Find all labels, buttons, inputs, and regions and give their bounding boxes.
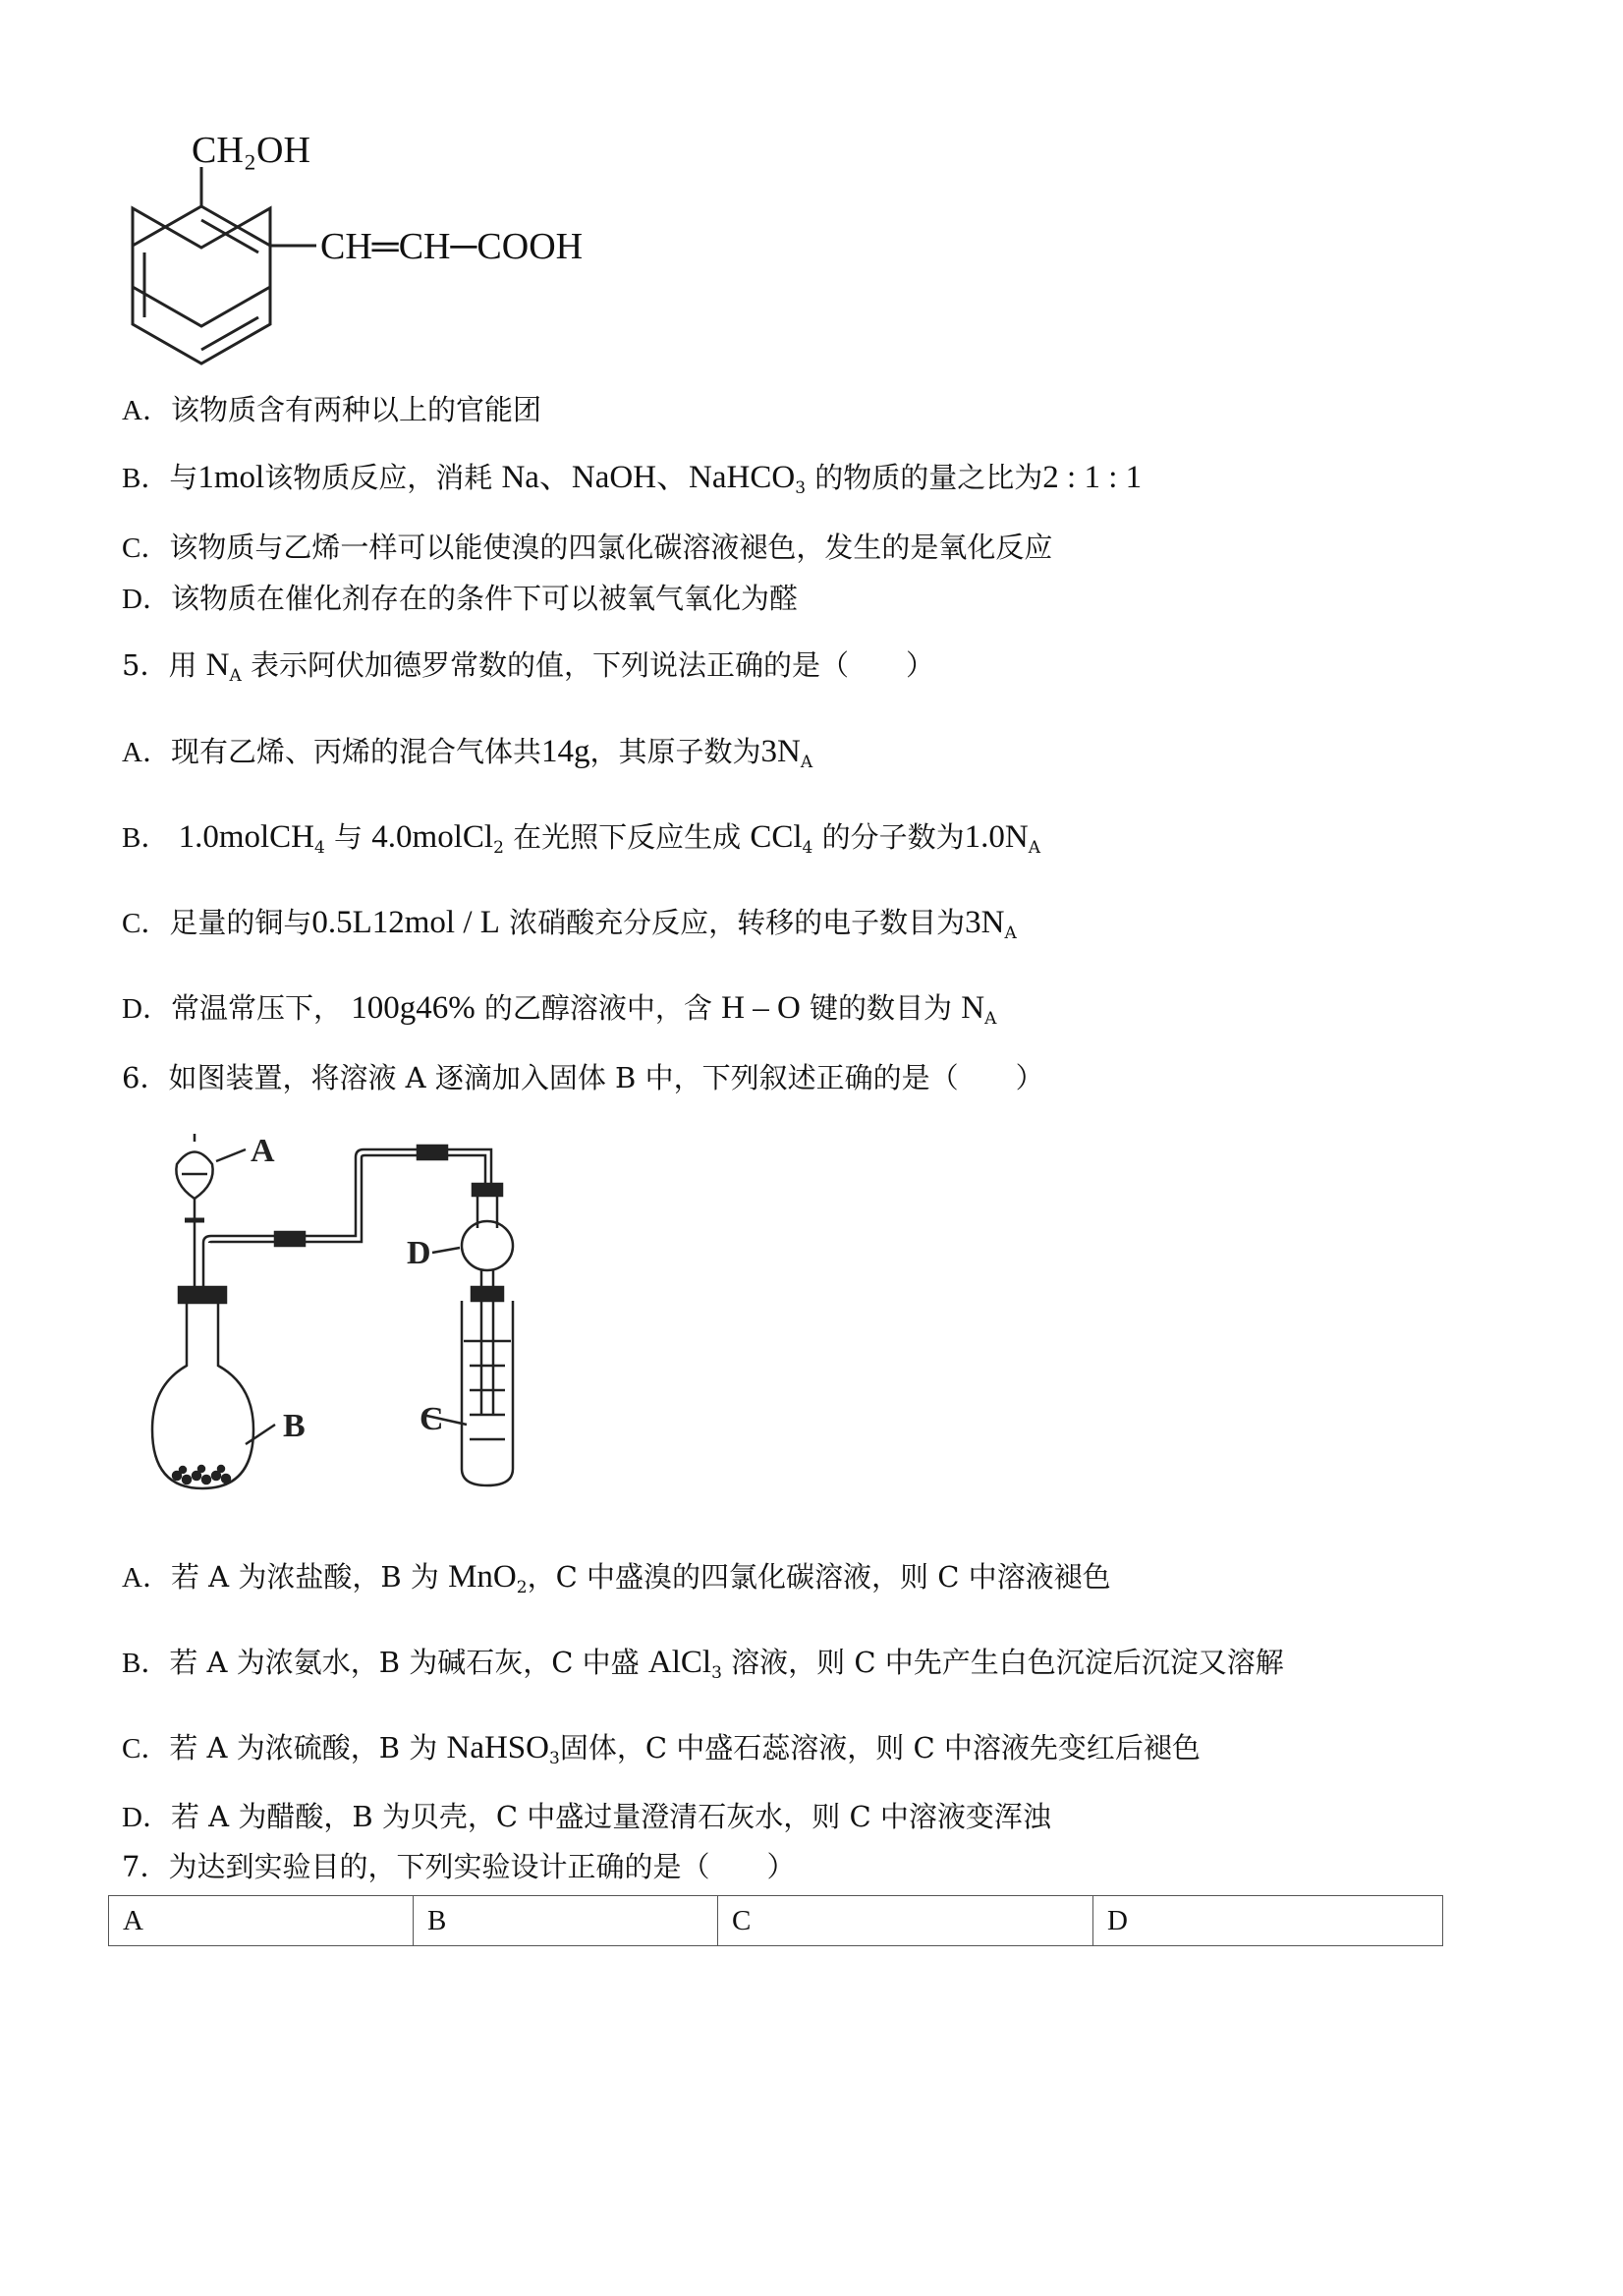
q6-option-b: B．若 A 为浓氨水，B 为碱石灰，C 中盛 AlCl$_3$ 溶液，则 C 中先产生白色沉淀后沉淀又溶解 xyxy=(122,1645,1284,1683)
q6-option-c: C．若 A 为浓硫酸，B 为 NaHSO$_3$固体，C 中盛石蕊溶液，则 C 中溶液先变红后褪色 xyxy=(122,1730,1201,1768)
label-b: B xyxy=(283,1408,306,1444)
q6-stem: 6．如图装置，将溶液 A 逐滴加入固体 B 中，下列叙述正确的是（ ） xyxy=(122,1061,1044,1094)
q5-option-d: D．常温常压下， 100g46% 的乙醇溶液中，含 H – O 键的数目为 $N_A$ xyxy=(122,990,997,1029)
table-header-d: D xyxy=(1093,1896,1443,1946)
top-group-label: CH₂OH xyxy=(192,130,310,171)
label-d: D xyxy=(407,1235,431,1271)
table-header-a: A xyxy=(109,1896,414,1946)
label-c: C xyxy=(420,1401,444,1437)
table-row xyxy=(109,1896,1443,1946)
table-header-b: B xyxy=(414,1896,718,1946)
table-header-c: C xyxy=(718,1896,1093,1946)
q7-answer-table xyxy=(108,1895,1443,1946)
q4-option-c: C．该物质与乙烯一样可以能使溴的四氯化碳溶液褪色，发生的是氧化反应 xyxy=(122,531,1053,564)
q4-option-b: B．与1mol该物质反应，消耗 Na、NaOH、NaHCO$_3$ 的物质的量之比为2 : 1 : 1 xyxy=(122,460,1143,498)
apparatus-figure xyxy=(138,1130,550,1503)
q5-option-a: A．现有乙烯、丙烯的混合气体共14g，其原子数为$3N_A$ xyxy=(122,734,813,772)
q6-option-a: A．若 A 为浓盐酸，B 为 MnO$_2$，C 中盛溴的四氯化碳溶液，则 C 中溶液褪色 xyxy=(122,1559,1111,1597)
q6-option-d: D．若 A 为醋酸，B 为贝壳，C 中盛过量澄清石灰水，则 C 中溶液变浑浊 xyxy=(122,1800,1051,1833)
q5-option-b: B． 1.0molCH$_4$ 与 4.0molCl$_2$ 在光照下反应生成 CCl$_4$ 的分子数为$1.0N_A$ xyxy=(122,819,1040,858)
structural-formula xyxy=(128,128,658,383)
q5-option-c: C．足量的铜与0.5L12mol / L 浓硝酸充分反应，转移的电子数目为$3N_A$ xyxy=(122,905,1017,943)
label-a: A xyxy=(251,1133,275,1169)
q4-option-d: D．该物质在催化剂存在的条件下可以被氧气氧化为醛 xyxy=(122,582,798,615)
q7-stem: 7．为达到实验目的，下列实验设计正确的是（ ） xyxy=(122,1850,796,1883)
side-chain-label: CH═CH─COOH xyxy=(320,226,584,267)
q5-stem: 5．用 $N_A$ 表示阿伏加德罗常数的值，下列说法正确的是（ ） xyxy=(122,647,935,686)
q4-option-a: A．该物质含有两种以上的官能团 xyxy=(122,393,541,426)
